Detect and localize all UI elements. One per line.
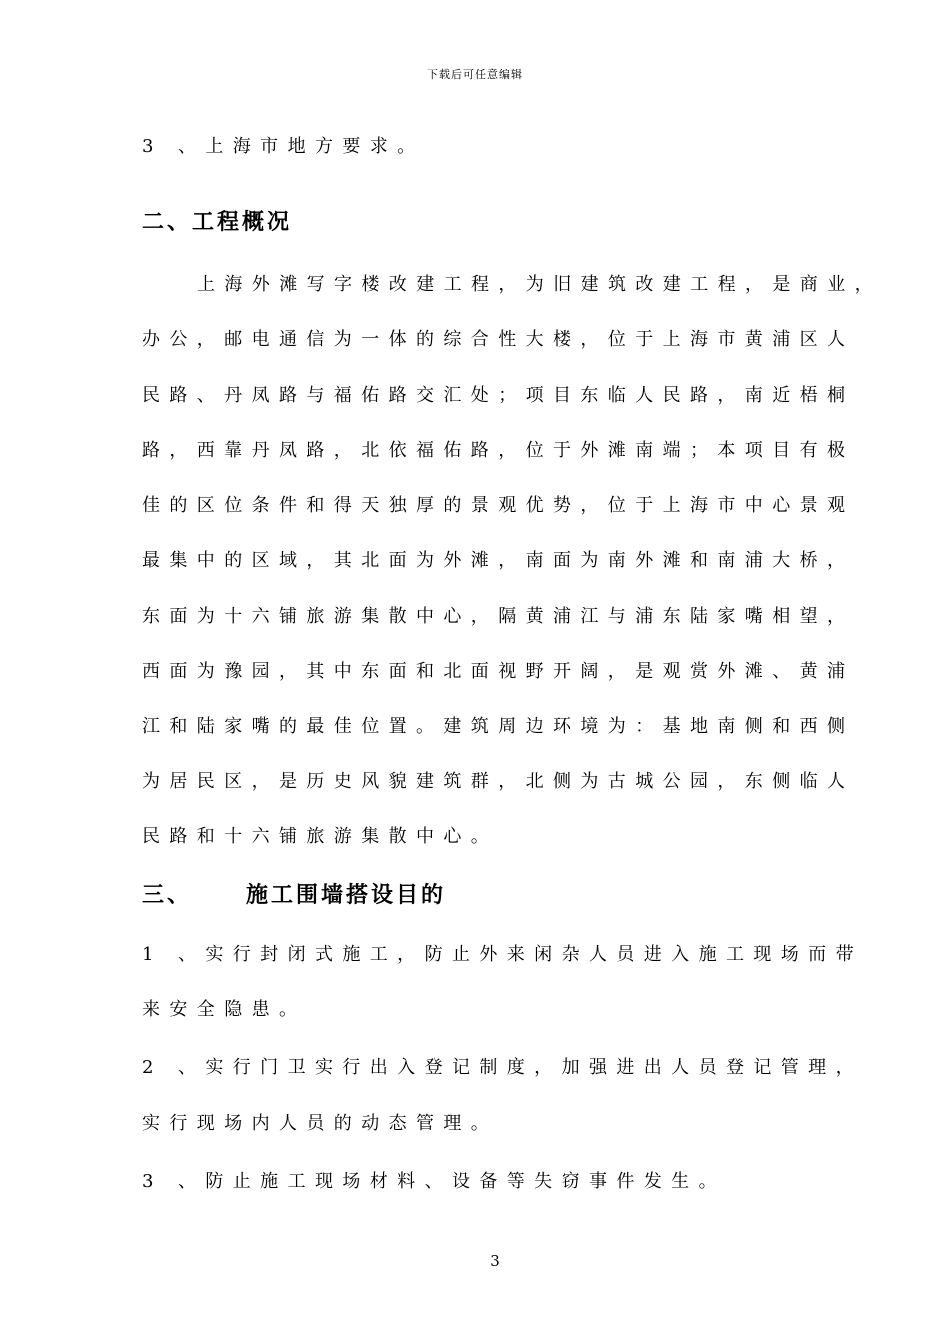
section-number: 三、 <box>142 883 193 908</box>
paragraph-line: 西面为豫园，其中东面和北面视野开阔，是观赏外滩、黄浦 <box>142 661 855 682</box>
list-item-requirement-3: 3 、上海市地方要求。 <box>142 136 425 157</box>
section-heading-overview: 二、工程概况 <box>142 210 293 235</box>
paragraph-line: 为居民区，是历史风貌建筑群，北侧为古城公园，东侧临人 <box>142 771 855 792</box>
paragraph-line: 办公，邮电通信为一体的综合性大楼，位于上海市黄浦区人 <box>142 329 855 350</box>
paragraph-line: 佳的区位条件和得天独厚的景观优势，位于上海市中心景观 <box>142 495 855 516</box>
page-number: 3 <box>490 1252 500 1270</box>
paragraph-line: 民路、丹凤路与福佑路交汇处；项目东临人民路，南近梧桐 <box>142 385 855 406</box>
list-item: 1 、实行封闭式施工，防止外来闲杂人员进入施工现场而带 <box>142 944 863 965</box>
list-item-continuation: 实行现场内人员的动态管理。 <box>142 1113 499 1134</box>
list-item: 2 、实行门卫实行出入登记制度，加强进出人员登记管理， <box>142 1057 863 1078</box>
paragraph-line: 民路和十六铺旅游集散中心。 <box>142 826 499 847</box>
paragraph-line: 上海外滩写字楼改建工程，为旧建筑改建工程，是商业， <box>197 274 882 295</box>
list-item-continuation: 来安全隐患。 <box>142 999 307 1020</box>
paragraph-line: 东面为十六铺旅游集散中心，隔黄浦江与浦东陆家嘴相望， <box>142 606 855 627</box>
list-item: 3 、防止施工现场材料、设备等失窃事件发生。 <box>142 1171 726 1192</box>
paragraph-line: 江和陆家嘴的最佳位置。建筑周边环境为：基地南侧和西侧 <box>142 716 855 737</box>
page-header: 下载后可任意编辑 <box>427 68 523 81</box>
section-title: 施工围墙搭设目的 <box>246 883 447 908</box>
paragraph-line: 最集中的区域，其北面为外滩，南面为南外滩和南浦大桥， <box>142 550 855 571</box>
paragraph-line: 路，西靠丹凤路，北依福佑路，位于外滩南端；本项目有极 <box>142 440 855 461</box>
section-heading-purpose <box>142 883 446 909</box>
